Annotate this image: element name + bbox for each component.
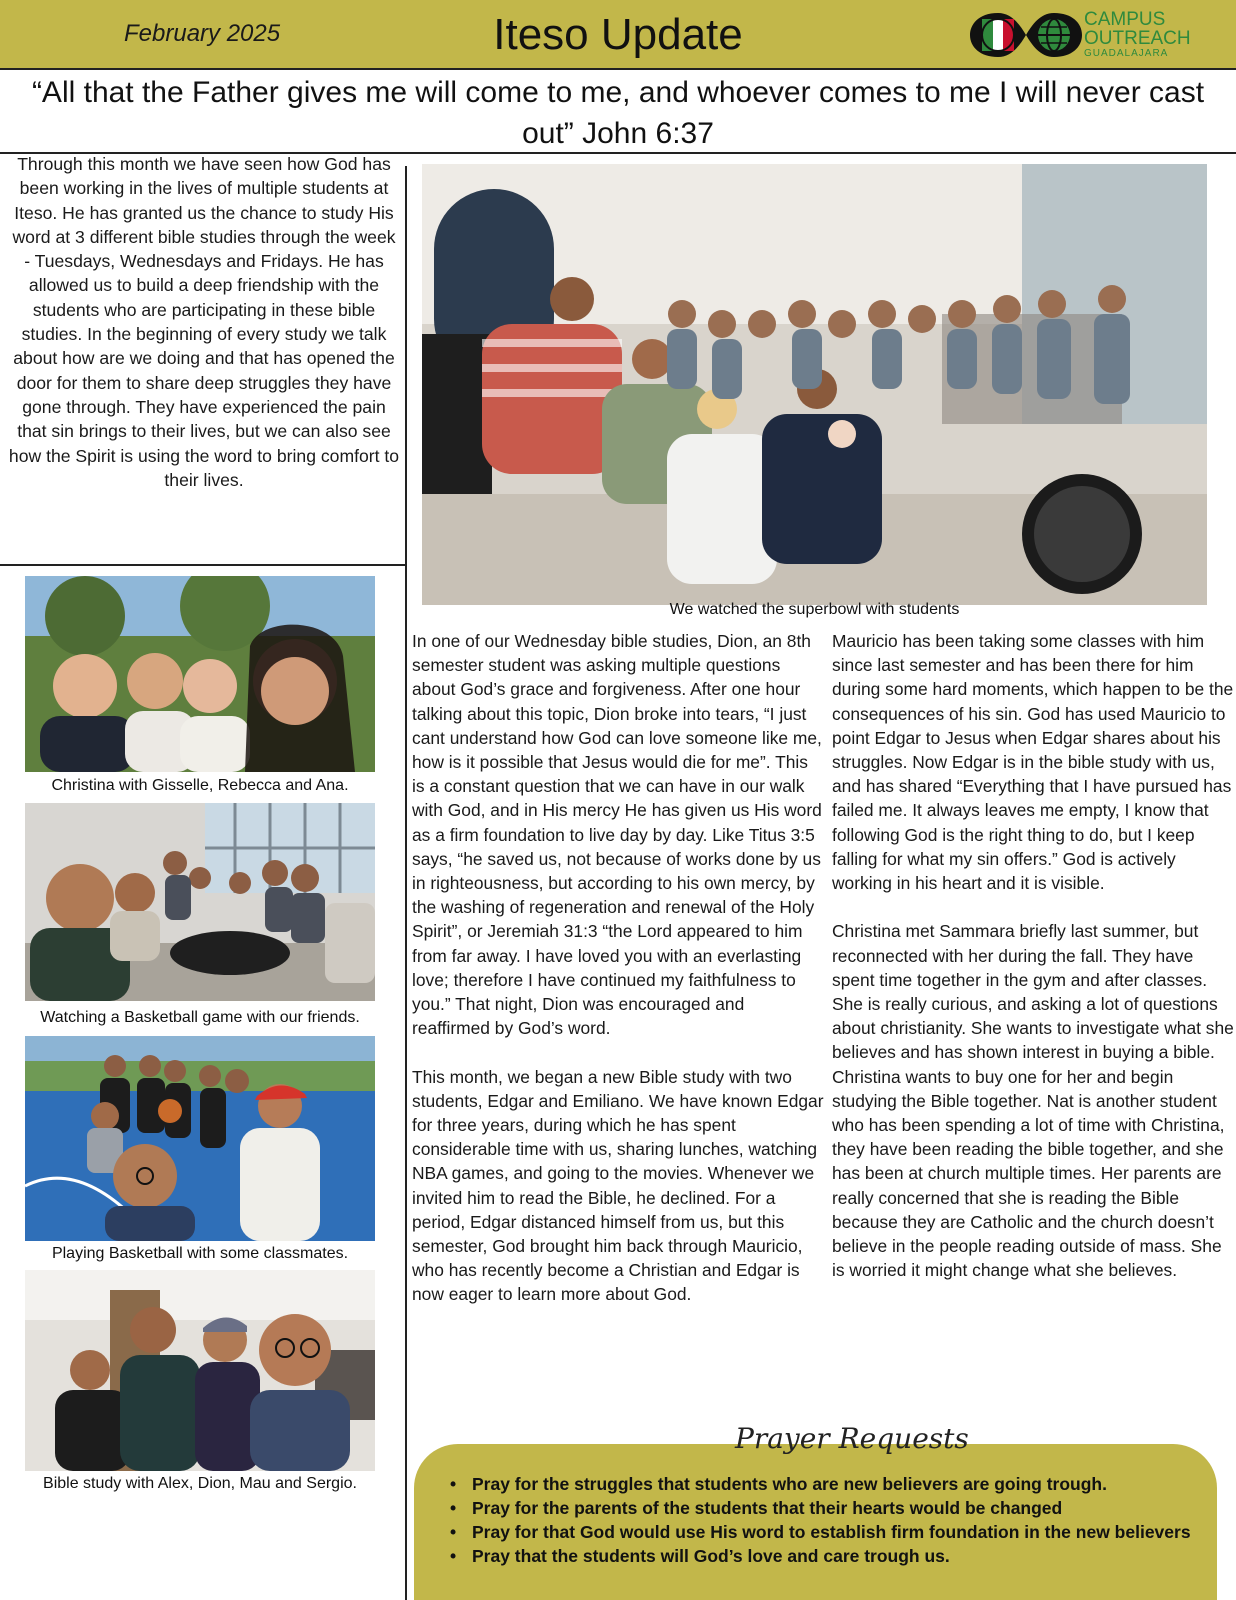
christina-friends-photo: [25, 576, 375, 772]
basketball-watch-photo: [25, 803, 375, 1001]
story-column-right: [832, 629, 1236, 1307]
logo-wordmark: [1084, 10, 1191, 60]
logo-line-outreach: OUTREACH: [1084, 28, 1191, 49]
prayer-item: • Pray for the parents of the students that their hearts would be changed: [472, 1496, 1192, 1520]
photo3-caption: Playing Basketball with some classmates.: [51, 1245, 349, 1262]
photo4-caption: Bible study with Alex, Dion, Mau and Sergio.: [43, 1475, 357, 1492]
column-divider: [405, 166, 407, 1600]
bible-study-photo: [25, 1270, 375, 1471]
prayer-list: [472, 1472, 1192, 1568]
main-photo-caption: We watched the superbowl with students: [669, 601, 960, 618]
prayer-item: • Pray for that God would use His word to establish firm foundation in the new believers: [472, 1520, 1192, 1544]
mauricio-story: Mauricio has been taking some classes with him since last semester and has been there for him during some hard moments, which happen to be the consequences of his sin. God has used Mauricio to point Edgar to Jesus when Edgar shares about his struggles. Now Edgar is in the bible study with us, and has shared “Everything that I have pursued has failed me. It always leaves me empty, I know that following God is the right thing to do, but I keep falling for what my sin offers.” God is actively working in his heart and it is visible.: [832, 631, 1234, 894]
prayer-requests-title: Prayer Requests: [735, 1422, 969, 1455]
prayer-item: • Pray that the students will God’s love and care trough us.: [472, 1544, 1192, 1568]
infinity-logo-icon: [970, 7, 1082, 63]
logo-line-campus: CAMPUS: [1084, 9, 1166, 30]
superbowl-group-photo: [422, 164, 1207, 605]
prayer-item: • Pray for the struggles that students who are new believers are going trough.: [472, 1472, 1192, 1496]
story-column-left: [412, 629, 824, 1331]
intro-divider: [0, 564, 405, 566]
newsletter-date: February 2025: [124, 20, 281, 47]
christina-story: Christina met Sammara briefly last summer, but reconnected with her during the fall. They have spent time together in the gym and after classes. She is really curious, and asking a lot of questions about christianity. She wants to investigate what she believes and has shown interest in buying a bible. Christina wants to buy one for her and begin studying the Bible together. Nat is another student who has been spending a lot of time with Christina, they have been reading the bible together, and she has been at church multiple times. Her parents are really concerned that she is reading the Bible because they are Catholic and the church doesn’t believe in the people reading outside of mass. She is worried it might change what she believes.: [832, 921, 1234, 1281]
dion-story: In one of our Wednesday bible studies, Dion, an 8th semester student was asking multiple questions about God’s grace and forgiveness. After one hour talking about this topic, Dion broke into tears, “I just cant understand how God can love someone like me, how is it possible that Jesus would die for me”. This is a constant question that we can have in our walk with God, and in His mercy He has given us His word as a firm foundation to live day by day. Like Titus 3:5 says, “he saved us, not because of works done by us in righteousness, but according to his own mercy, by the washing of regeneration and renewal of the Holy Spirit”, or Jeremiah 31:3 “the Lord appeared to him from far away. I have loved you with an everlasting love; therefore I have continued my faithfulness to you.” That night, Dion was encouraged and reaffirmed by God’s word.: [412, 631, 822, 1039]
bible-verse: “All that the Father gives me will come to me, and whoever comes to me I will never cast out” John 6:37: [0, 72, 1236, 154]
logo-line-city: GUADALAJARA: [1084, 48, 1169, 59]
header-bar: [0, 0, 1236, 70]
photo1-caption: Christina with Gisselle, Rebecca and Ana.: [51, 777, 349, 794]
photo2-caption: Watching a Basketball game with our friends.: [40, 1009, 360, 1026]
intro-paragraph: Through this month we have seen how God has been working in the lives of multiple students at Iteso. He has granted us the chance to study His word at 3 different bible studies through the week - Tuesdays, Wednesdays and Fridays. He has allowed us to build a deep friendship with the students who are participating in these bible studies. In the beginning of every study we talk about how are we doing and that has opened the door for them to share deep struggles they have gone through. They have experienced the pain that sin brings to their lives, but we can also see how the Spirit is using the word to bring comfort to their lives.: [8, 154, 400, 490]
edgar-story: This month, we began a new Bible study with two students, Edgar and Emiliano. We have known Edgar for three years, during which he has spent considerable time with us, sharing lunches, watching NBA games, and going to the movies. Whenever we invited him to read the Bible, he declined. For a period, Edgar distanced himself from us, but this semester, God brought him back through Mauricio, who has recently become a Christian and Edgar is now eager to learn more about God.: [412, 1066, 824, 1305]
basketball-court-photo: [25, 1036, 375, 1241]
campus-outreach-logo: [970, 7, 1220, 63]
newsletter-title: Iteso Update: [493, 10, 743, 59]
